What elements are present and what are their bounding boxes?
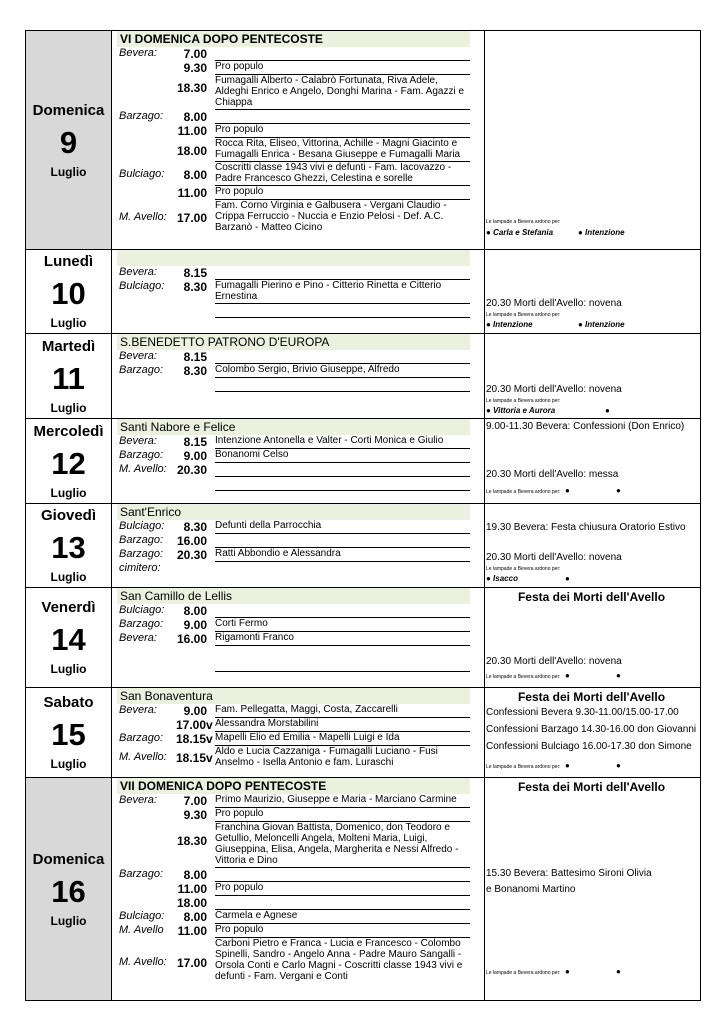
- day-number: 16: [51, 873, 86, 909]
- mass-location: [117, 822, 176, 868]
- mass-row: [117, 882, 470, 896]
- event-note: 20.30 Morti dell'Avello: novena: [486, 552, 622, 563]
- lamp-entry: ● Vittoria e Aurora: [486, 406, 556, 415]
- mass-row: [117, 124, 470, 138]
- mass-location: [117, 378, 176, 392]
- mass-time: 8.30: [183, 280, 207, 294]
- mass-row: [117, 938, 470, 983]
- mass-location: [117, 186, 176, 200]
- weekday: Domenica: [32, 101, 105, 119]
- mass-intention: [215, 463, 470, 477]
- day-block: [25, 250, 701, 334]
- weekday: Domenica: [32, 850, 105, 868]
- mass-location: [117, 658, 176, 672]
- mass-time: 9.30: [183, 808, 207, 822]
- mass-row: [117, 520, 470, 534]
- lamp-caption: Le lampade a Bevera ardono per:: [486, 970, 561, 976]
- lamp-entry: ●: [605, 406, 610, 415]
- day-number: 11: [52, 360, 85, 396]
- mass-time: 11.00: [177, 882, 207, 896]
- mass-intention: Carmela e Agnese: [215, 910, 470, 924]
- mass-time: 18.15v: [176, 751, 213, 765]
- event-note: 19.30 Bevera: Festa chiusura Oratorio Estivo: [486, 522, 686, 533]
- event-note: e Bonanomi Martino: [486, 884, 576, 895]
- mass-list: [117, 504, 470, 575]
- mass-intention: Bonanomi Celso: [215, 449, 470, 463]
- mass-time: 8.00: [183, 910, 207, 924]
- weekday: Giovedì: [40, 507, 96, 524]
- mass-row: [117, 75, 470, 110]
- mass-row: [117, 746, 470, 769]
- feast-title: Festa dei Morti dell'Avello: [517, 590, 666, 604]
- mass-intention: [215, 477, 470, 491]
- mass-row: [117, 548, 470, 562]
- mass-time: 11.00: [177, 924, 207, 938]
- mass-location: Barzago:: [119, 110, 164, 122]
- mass-time: [176, 658, 207, 672]
- mass-row: [117, 47, 470, 61]
- mass-intention: Carboni Pietro e Franca - Lucia e Francesco - Colombo Spinelli, Sandro - Angelo Anna - Padre Mauro Sangalli - Orsola Conti e Carlo Magni - Coscritti classe 1943 vivi e defunti - Fam. Vergani e Conti: [215, 938, 463, 982]
- event-note: 20.30 Morti dell'Avello: novena: [486, 656, 622, 667]
- mass-time: 18.00: [176, 896, 207, 910]
- lamp-entry: ● Intenzione: [578, 320, 625, 329]
- mass-time: 9.00: [183, 449, 207, 463]
- lamp-entry: ●: [616, 671, 621, 680]
- mass-intention: [215, 534, 470, 548]
- lamp-caption: Le lampade a Bevera ardono per:: [486, 764, 561, 770]
- mass-intention: Colombo Sergio, Brivio Giuseppe, Alfredo: [215, 364, 470, 378]
- mass-location: Bevera:: [119, 266, 157, 278]
- mass-row: [117, 449, 470, 463]
- mass-time: 18.30: [176, 834, 207, 848]
- mass-time: 11.00: [177, 124, 207, 138]
- mass-intention: [215, 604, 470, 618]
- mass-location: Bulciago:: [119, 168, 165, 180]
- mass-row: [117, 658, 470, 672]
- mass-intention: Corti Fermo: [215, 618, 470, 632]
- liturgical-header: Sant'Enrico: [117, 504, 470, 520]
- weekday: Sabato: [43, 694, 94, 711]
- mass-time: 20.30: [176, 548, 207, 562]
- mass-row: [117, 162, 470, 186]
- month: Luglio: [50, 662, 87, 676]
- mass-intention: Intenzione Antonella e Valter - Corti Monica e Giulio: [215, 435, 470, 449]
- mass-intention: Fam. Corno Virginia e Galbusera - Vergani Claudio - Crippa Ferruccio - Nuccia e Enzio Pelosi - Def. A.C. Barzanò - Matteo Cicino: [215, 200, 447, 233]
- mass-time: 9.00: [183, 704, 207, 718]
- mass-list: [117, 250, 470, 318]
- mass-location: Barzago:: [119, 364, 164, 376]
- mass-row: [117, 534, 470, 548]
- month: Luglio: [50, 400, 87, 415]
- event-note: 15.30 Bevera: Battesimo Sironi Olivia: [486, 868, 652, 879]
- day-label: [25, 31, 112, 249]
- mass-location: Barzago:: [119, 548, 164, 560]
- mass-row: [117, 704, 470, 718]
- event-note: 9.00-11.30 Bevera: Confessioni (Don Enrico): [486, 421, 685, 432]
- day-number: 15: [51, 717, 86, 752]
- mass-row: [117, 562, 470, 575]
- notes-panel: [484, 588, 701, 687]
- mass-time: 11.00: [177, 186, 207, 200]
- notes-panel: [484, 778, 701, 1000]
- mass-time: 18.30: [176, 81, 207, 95]
- mass-intention: Pro populo: [215, 924, 470, 938]
- mass-row: [117, 61, 470, 75]
- mass-location: cimitero:: [119, 562, 161, 574]
- event-note: 20.30 Morti dell'Avello: messa: [486, 469, 619, 480]
- mass-location: M. Avello:: [119, 956, 167, 968]
- day-label: [25, 419, 112, 503]
- day-block: [25, 504, 701, 588]
- mass-row: [117, 200, 470, 234]
- lamp-entry: ● Intenzione: [578, 228, 625, 237]
- mass-time: 16.00: [176, 632, 207, 646]
- day-number: 9: [59, 124, 78, 160]
- mass-location: Bevera:: [119, 794, 157, 806]
- mass-location: Bulciago:: [119, 280, 165, 292]
- notes-panel: [484, 334, 701, 418]
- mass-location: [117, 477, 176, 491]
- mass-intention: Pro populo: [215, 808, 470, 822]
- lamp-caption: Le lampade a Bevera ardono per:: [486, 312, 561, 318]
- notes-panel: [484, 250, 701, 333]
- mass-time: 18.00: [176, 144, 207, 158]
- mass-row: [117, 477, 470, 491]
- lamp-entry: ●: [565, 967, 570, 976]
- month: Luglio: [50, 316, 87, 330]
- day-label: [25, 334, 112, 418]
- day-label: [25, 250, 112, 333]
- mass-intention: Fam. Pellegatta, Maggi, Costa, Zaccarelli: [215, 704, 470, 718]
- lamp-caption: Le lampade a Bevera ardono per:: [486, 566, 561, 572]
- mass-intention: Defunti della Parrocchia: [215, 520, 470, 534]
- mass-row: [117, 808, 470, 822]
- mass-row: [117, 910, 470, 924]
- parish-calendar: [25, 30, 701, 1001]
- day-block: [25, 419, 701, 504]
- mass-location: Bevera:: [119, 435, 157, 447]
- lamp-entry: ●: [616, 761, 621, 770]
- weekday: Lunedì: [43, 253, 94, 270]
- mass-row: [117, 732, 470, 746]
- confession-note: Confessioni Barzago 14.30-16.00 don Giovanni: [486, 724, 697, 735]
- month: Luglio: [50, 913, 87, 928]
- confession-note: Confessioni Bevera 9.30-11.00/15.00-17.00: [486, 707, 679, 718]
- mass-intention: Alessandra Morstabilini: [215, 718, 470, 732]
- mass-row: [117, 138, 470, 162]
- mass-intention: Franchina Giovan Battista, Domenico, don Teodoro e Getullio, Meloncelli Angela, Molteni Maria, Luigi, Giuseppina, Elisa, Angela, Margherita e Nessi Alfredo - Vittoria e Dino: [215, 822, 470, 868]
- month: Luglio: [50, 757, 87, 771]
- mass-intention: Aldo e Lucia Cazzaniga - Fumagalli Luciano - Fusi Anselmo - Isella Antonio e fam. Luraschi: [215, 746, 438, 768]
- mass-location: Bulciago:: [119, 604, 165, 616]
- mass-location: [117, 124, 176, 138]
- mass-location: [117, 896, 176, 910]
- mass-location: M. Avello:: [119, 211, 167, 223]
- mass-time: 17.00: [176, 211, 207, 225]
- lamp-caption: Le lampade a Bevera ardono per:: [486, 489, 561, 495]
- lamp-entry: ● Intenzione: [486, 320, 533, 329]
- mass-intention: [215, 266, 470, 280]
- month: Luglio: [50, 570, 87, 584]
- mass-location: Bevera:: [119, 350, 157, 362]
- lamp-entry: ●: [565, 574, 570, 583]
- mass-row: [117, 868, 470, 882]
- mass-time: 16.00: [176, 534, 207, 548]
- day-block: [25, 588, 701, 688]
- mass-time: [176, 304, 207, 318]
- mass-intention: [215, 378, 470, 392]
- liturgical-header: San Camillo de Lellis: [117, 588, 470, 604]
- weekday: Venerdì: [41, 599, 96, 616]
- feast-title: Festa dei Morti dell'Avello: [517, 690, 666, 704]
- mass-location: [117, 61, 176, 75]
- mass-location: Barzago:: [119, 868, 164, 880]
- day-block: [25, 334, 701, 419]
- mass-time: 8.00: [183, 168, 207, 182]
- mass-time: 7.00: [183, 794, 207, 808]
- mass-intention: [215, 110, 470, 124]
- mass-intention: Mapelli Elio ed Emilia - Mapelli Luigi e Ida: [215, 732, 470, 746]
- mass-location: Barzago:: [119, 618, 164, 630]
- mass-time: 8.30: [183, 364, 207, 378]
- mass-intention: [215, 304, 470, 318]
- month: Luglio: [50, 485, 87, 500]
- liturgical-header: Santi Nabore e Felice: [117, 419, 470, 435]
- mass-row: [117, 896, 470, 910]
- mass-location: [117, 718, 176, 732]
- mass-time: 20.30: [176, 463, 207, 477]
- mass-intention: Pro populo: [215, 186, 470, 200]
- mass-intention: [215, 896, 470, 910]
- mass-row: [117, 604, 470, 618]
- notes-panel: [484, 419, 701, 503]
- liturgical-header: S.BENEDETTO PATRONO D'EUROPA: [117, 334, 470, 350]
- mass-location: Bulciago:: [119, 910, 165, 922]
- mass-location: Bevera:: [119, 47, 157, 59]
- day-number: 10: [51, 276, 86, 311]
- mass-time: 8.15: [183, 435, 207, 449]
- mass-intention: [215, 47, 470, 61]
- event-note: 20.30 Morti dell'Avello: novena: [486, 384, 622, 395]
- lamp-entry: ●: [565, 761, 570, 770]
- day-label: [25, 778, 112, 1000]
- month: Luglio: [50, 164, 87, 179]
- mass-intention: [215, 658, 470, 672]
- mass-list: [117, 334, 470, 392]
- mass-location: Bulciago:: [119, 520, 165, 532]
- day-number: 14: [51, 622, 86, 657]
- mass-intention: Fumagalli Alberto - Calabrò Fortunata, Riva Adele, Aldeghi Enrico e Angelo, Donghi Marina - Fam. Agazzi e Chiappa: [215, 75, 470, 110]
- mass-location: Barzago:: [119, 534, 164, 546]
- day-label: [25, 588, 112, 687]
- mass-time: 9.00: [183, 618, 207, 632]
- liturgical-header: [117, 250, 470, 266]
- day-number: 13: [51, 530, 86, 565]
- mass-location: Barzago:: [119, 732, 164, 744]
- liturgical-header: VII DOMENICA DOPO PENTECOSTE: [117, 778, 470, 794]
- lamp-caption: Le lampade a Bevera ardono per:: [486, 674, 561, 680]
- mass-time: 8.00: [183, 604, 207, 618]
- mass-list: [117, 419, 470, 491]
- mass-time: 18.15v: [176, 732, 213, 746]
- mass-intention: Pro populo: [215, 124, 470, 138]
- day-label: [25, 504, 112, 587]
- confession-note: Confessioni Bulciago 16.00-17.30 don Simone: [486, 741, 692, 752]
- lamp-entry: ●: [565, 671, 570, 680]
- lamp-entry: ● Carla e Stefania: [486, 228, 554, 237]
- mass-intention: [215, 562, 470, 575]
- mass-list: [117, 588, 470, 672]
- mass-intention: Pro populo: [215, 61, 470, 75]
- mass-time: 17.00: [176, 956, 207, 970]
- mass-location: [117, 882, 176, 896]
- mass-time: [176, 562, 207, 575]
- mass-list: [117, 31, 470, 234]
- mass-row: [117, 304, 470, 318]
- mass-location: Bevera:: [119, 632, 157, 644]
- lamp-caption: Le lampade a Bevera ardono per:: [486, 398, 561, 404]
- mass-row: [117, 435, 470, 449]
- lamp-entry: ● Isacco: [486, 574, 518, 583]
- mass-intention: [215, 350, 470, 364]
- mass-row: [117, 718, 470, 732]
- lamp-entry: ●: [616, 967, 621, 976]
- lamp-entry: ●: [616, 486, 621, 495]
- mass-intention: Rigamonti Franco: [215, 632, 470, 646]
- mass-row: [117, 378, 470, 392]
- mass-list: [117, 778, 470, 983]
- mass-time: 8.00: [183, 868, 207, 882]
- mass-location: M. Avello:: [119, 463, 167, 475]
- mass-time: [176, 378, 207, 392]
- mass-row: [117, 280, 470, 304]
- notes-panel: [484, 31, 701, 249]
- mass-location: [117, 75, 176, 110]
- mass-time: 8.15: [183, 266, 207, 280]
- lamp-entry: ●: [565, 486, 570, 495]
- feast-title: Festa dei Morti dell'Avello: [517, 780, 666, 794]
- mass-row: [117, 350, 470, 364]
- mass-time: [176, 477, 207, 491]
- mass-time: 8.30: [183, 520, 207, 534]
- mass-intention: Pro populo: [215, 882, 470, 896]
- mass-intention: [215, 868, 470, 882]
- mass-intention: Primo Maurizio, Giuseppe e Maria - Marciano Carmine: [215, 794, 470, 808]
- weekday: Mercoledì: [33, 422, 104, 440]
- mass-location: [117, 304, 176, 318]
- mass-location: M. Avello:: [119, 751, 167, 763]
- mass-row: [117, 794, 470, 808]
- mass-intention: Rocca Rita, Eliseo, Vittorina, Achille - Magni Giacinto e Fumagalli Enrica - Besana Giuseppe e Fumagalli Maria: [215, 138, 470, 162]
- notes-panel: [484, 688, 701, 777]
- day-block: [25, 778, 701, 1001]
- mass-row: [117, 463, 470, 477]
- mass-location: [117, 138, 176, 162]
- mass-time: 17.00v: [176, 718, 213, 732]
- mass-location: [117, 808, 176, 822]
- mass-location: Bevera:: [119, 704, 157, 716]
- mass-row: [117, 186, 470, 200]
- mass-intention: Fumagalli Pierino e Pino - Citterio Rinetta e Citterio Ernestina: [215, 280, 470, 304]
- mass-location: Barzago:: [119, 449, 164, 461]
- liturgical-header: San Bonaventura: [117, 688, 470, 704]
- mass-row: [117, 924, 470, 938]
- weekday: Martedì: [41, 337, 96, 355]
- liturgical-header: VI DOMENICA DOPO PENTECOSTE: [117, 31, 470, 47]
- mass-time: 8.00: [183, 110, 207, 124]
- mass-row: [117, 364, 470, 378]
- mass-row: [117, 110, 470, 124]
- mass-time: 9.30: [183, 61, 207, 75]
- event-note: 20.30 Morti dell'Avello: novena: [486, 298, 622, 309]
- notes-panel: [484, 504, 701, 587]
- mass-row: [117, 822, 470, 868]
- mass-time: 8.15: [183, 350, 207, 364]
- mass-row: [117, 632, 470, 646]
- mass-row: [117, 266, 470, 280]
- day-block: [25, 30, 701, 250]
- day-number: 12: [51, 445, 86, 481]
- day-label: [25, 688, 112, 777]
- mass-time: 7.00: [183, 47, 207, 61]
- mass-intention: Ratti Abbondio e Alessandra: [215, 548, 470, 562]
- lamp-caption: Le lampade a Bevera ardono per:: [486, 219, 561, 225]
- mass-location: M. Avello: [119, 924, 164, 936]
- mass-row: [117, 618, 470, 632]
- mass-intention: Coscritti classe 1943 vivi e defunti - Fam. Iacovazzo - Padre Francesco Ghezzi, Celestina e sorelle: [215, 162, 470, 186]
- day-block: [25, 688, 701, 778]
- mass-list: [117, 688, 470, 769]
